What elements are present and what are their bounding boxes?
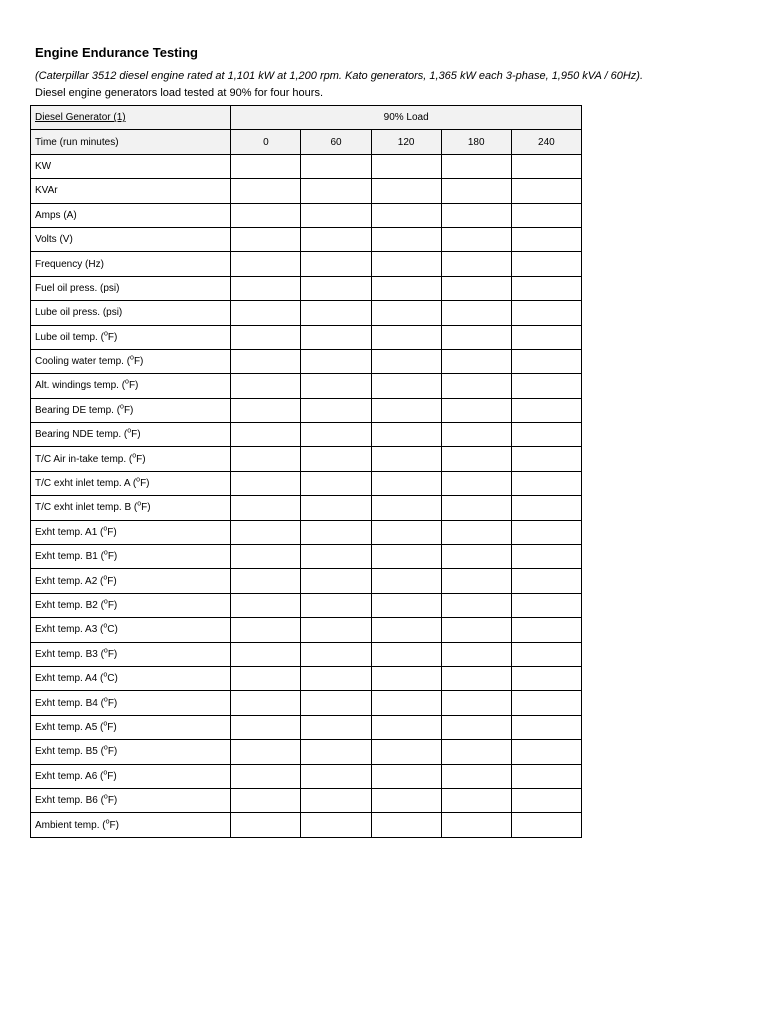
value-cell[interactable] xyxy=(301,349,371,373)
value-cell[interactable] xyxy=(441,642,511,666)
value-cell[interactable] xyxy=(441,471,511,495)
row-unit: F) xyxy=(107,770,117,782)
value-cell[interactable] xyxy=(441,666,511,690)
row-unit: F) xyxy=(107,600,118,611)
value-cell[interactable] xyxy=(371,301,441,325)
row-label-cell xyxy=(31,813,231,837)
row-label: Exht temp. A6 ( xyxy=(35,770,104,782)
value-cell[interactable] xyxy=(511,423,581,447)
row-unit: F) xyxy=(107,697,118,709)
value-cell[interactable] xyxy=(231,691,301,715)
value-cell[interactable] xyxy=(441,301,511,325)
row-label-cell xyxy=(31,496,231,520)
value-cell[interactable] xyxy=(231,666,301,690)
row-label: Exht temp. B2 ( xyxy=(35,600,104,611)
value-cell[interactable] xyxy=(371,691,441,715)
degree-symbol: o xyxy=(105,818,110,826)
value-cell[interactable] xyxy=(301,252,371,276)
value-cell[interactable] xyxy=(371,374,441,398)
degree-symbol: o xyxy=(103,623,108,631)
value-cell[interactable] xyxy=(441,691,511,715)
value-cell[interactable] xyxy=(231,471,301,495)
row-label: Volts (V) xyxy=(35,234,73,246)
value-cell[interactable] xyxy=(301,764,371,788)
degree-symbol: o xyxy=(103,696,108,704)
endurance-test-table xyxy=(30,105,582,838)
value-cell[interactable] xyxy=(371,593,441,617)
generator-label-cell xyxy=(31,106,231,130)
row-label: KVAr xyxy=(35,185,58,197)
value-cell[interactable] xyxy=(371,642,441,666)
value-cell[interactable] xyxy=(301,179,371,203)
value-cell[interactable] xyxy=(301,276,371,300)
value-cell[interactable] xyxy=(511,666,581,690)
value-cell[interactable] xyxy=(231,788,301,812)
row-label: Ambient temp. ( xyxy=(35,819,106,831)
degree-symbol: o xyxy=(103,793,108,801)
table-row xyxy=(31,203,582,227)
value-cell[interactable] xyxy=(231,374,301,398)
row-label-cell xyxy=(31,423,231,447)
row-unit: F) xyxy=(107,575,117,587)
row-label: Fuel oil press. (psi) xyxy=(35,282,120,294)
table-row xyxy=(31,740,582,764)
row-label: Exht temp. A3 ( xyxy=(35,624,104,636)
value-cell[interactable] xyxy=(511,276,581,300)
table-row xyxy=(31,496,582,520)
value-cell[interactable] xyxy=(301,715,371,739)
row-unit: F) xyxy=(107,721,117,733)
table-row xyxy=(31,154,582,178)
value-cell[interactable] xyxy=(301,788,371,812)
value-cell[interactable] xyxy=(511,154,581,178)
value-cell[interactable] xyxy=(301,374,371,398)
degree-symbol: o xyxy=(120,403,124,411)
row-label: Exht temp. B6 ( xyxy=(35,795,104,807)
value-cell[interactable] xyxy=(441,349,511,373)
value-cell[interactable] xyxy=(511,813,581,837)
row-label: Bearing DE temp. ( xyxy=(35,404,121,416)
table-row xyxy=(31,447,582,471)
degree-symbol: o xyxy=(132,452,137,460)
value-cell[interactable] xyxy=(301,545,371,569)
value-cell[interactable] xyxy=(371,423,441,447)
value-cell[interactable] xyxy=(301,423,371,447)
value-cell[interactable] xyxy=(371,520,441,544)
value-cell[interactable] xyxy=(371,203,441,227)
value-cell[interactable] xyxy=(231,276,301,300)
table-row xyxy=(31,666,582,690)
row-label-cell xyxy=(31,447,231,471)
value-cell[interactable] xyxy=(371,569,441,593)
value-cell[interactable] xyxy=(231,252,301,276)
row-label: Exht temp. A1 ( xyxy=(35,526,104,538)
value-cell[interactable] xyxy=(511,691,581,715)
value-cell[interactable] xyxy=(231,301,301,325)
time-column-header: 240 xyxy=(511,130,581,154)
value-cell[interactable] xyxy=(231,154,301,178)
row-label-cell xyxy=(31,788,231,812)
table-row xyxy=(31,569,582,593)
load-label: 90% Load xyxy=(231,106,582,130)
row-label: T/C Air in-take temp. ( xyxy=(35,453,133,465)
row-label: T/C exht inlet temp. A ( xyxy=(35,478,137,490)
row-label-cell xyxy=(31,374,231,398)
row-unit: F) xyxy=(136,453,146,465)
value-cell[interactable] xyxy=(441,545,511,569)
value-cell[interactable] xyxy=(441,569,511,593)
row-label: Exht temp. A5 ( xyxy=(35,721,104,733)
value-cell[interactable] xyxy=(371,276,441,300)
value-cell[interactable] xyxy=(441,447,511,471)
value-cell[interactable] xyxy=(441,423,511,447)
value-cell[interactable] xyxy=(301,227,371,251)
table-body xyxy=(31,106,582,838)
value-cell[interactable] xyxy=(301,593,371,617)
value-cell[interactable] xyxy=(441,179,511,203)
table-row xyxy=(31,593,582,617)
row-label: Bearing NDE temp. ( xyxy=(35,429,128,441)
value-cell[interactable] xyxy=(301,618,371,642)
value-cell[interactable] xyxy=(441,593,511,617)
value-cell[interactable] xyxy=(231,423,301,447)
value-cell[interactable] xyxy=(441,520,511,544)
row-label: Exht temp. A4 ( xyxy=(35,673,104,685)
row-label: Exht temp. B1 ( xyxy=(35,551,104,563)
row-label: Exht temp. B5 ( xyxy=(35,746,104,758)
value-cell[interactable] xyxy=(371,252,441,276)
table-row xyxy=(31,691,582,715)
value-cell[interactable] xyxy=(231,227,301,251)
table-row xyxy=(31,618,582,642)
degree-symbol: o xyxy=(103,525,108,533)
row-label-cell xyxy=(31,740,231,764)
table-row xyxy=(31,276,582,300)
degree-symbol: o xyxy=(103,330,108,338)
row-label: Lube oil press. (psi) xyxy=(35,307,123,319)
time-column-header: 120 xyxy=(371,130,441,154)
degree-symbol: o xyxy=(103,549,108,557)
value-cell[interactable] xyxy=(511,447,581,471)
value-cell[interactable] xyxy=(441,764,511,788)
value-cell[interactable] xyxy=(231,569,301,593)
value-cell[interactable] xyxy=(441,276,511,300)
row-label-cell xyxy=(31,642,231,666)
degree-symbol: o xyxy=(103,745,108,753)
value-cell[interactable] xyxy=(371,447,441,471)
degree-symbol: o xyxy=(103,574,108,582)
value-cell[interactable] xyxy=(511,545,581,569)
value-cell[interactable] xyxy=(371,618,441,642)
value-cell[interactable] xyxy=(511,179,581,203)
table-row xyxy=(31,349,582,373)
value-cell[interactable] xyxy=(231,593,301,617)
value-cell[interactable] xyxy=(371,715,441,739)
row-unit: F) xyxy=(109,819,119,831)
time-label: Time (run minutes) xyxy=(31,130,231,154)
value-cell[interactable] xyxy=(231,813,301,837)
table-row xyxy=(31,301,582,325)
value-cell[interactable] xyxy=(511,642,581,666)
value-cell[interactable] xyxy=(371,496,441,520)
row-label: Alt. windings temp. ( xyxy=(35,380,126,392)
row-label-cell xyxy=(31,618,231,642)
row-unit: F) xyxy=(140,478,150,490)
value-cell[interactable] xyxy=(441,252,511,276)
table-row xyxy=(31,423,582,447)
row-unit: F) xyxy=(128,380,139,392)
table-row xyxy=(31,764,582,788)
table-row xyxy=(31,642,582,666)
value-cell[interactable] xyxy=(511,252,581,276)
value-cell[interactable] xyxy=(301,642,371,666)
row-unit: F) xyxy=(107,746,118,758)
row-unit: F) xyxy=(123,404,134,416)
value-cell[interactable] xyxy=(301,691,371,715)
row-label-cell xyxy=(31,545,231,569)
table-row xyxy=(31,179,582,203)
degree-symbol: o xyxy=(137,501,142,509)
value-cell[interactable] xyxy=(301,496,371,520)
value-cell[interactable] xyxy=(301,301,371,325)
table-row xyxy=(31,788,582,812)
value-cell[interactable] xyxy=(441,715,511,739)
value-cell[interactable] xyxy=(371,349,441,373)
table-row xyxy=(31,520,582,544)
value-cell[interactable] xyxy=(511,764,581,788)
row-label-cell xyxy=(31,471,231,495)
value-cell[interactable] xyxy=(511,325,581,349)
value-cell[interactable] xyxy=(441,813,511,837)
value-cell[interactable] xyxy=(231,618,301,642)
value-cell[interactable] xyxy=(301,666,371,690)
header-row-load xyxy=(31,106,582,130)
value-cell[interactable] xyxy=(371,179,441,203)
generator-label: Diesel Generator (1) xyxy=(35,112,126,124)
degree-symbol: o xyxy=(125,379,129,387)
table-row xyxy=(31,398,582,422)
table-row xyxy=(31,252,582,276)
value-cell[interactable] xyxy=(441,154,511,178)
row-label-cell xyxy=(31,520,231,544)
row-unit: F) xyxy=(107,795,118,807)
value-cell[interactable] xyxy=(441,374,511,398)
degree-symbol: o xyxy=(127,427,132,435)
value-cell[interactable] xyxy=(371,545,441,569)
value-cell[interactable] xyxy=(511,349,581,373)
table-row xyxy=(31,715,582,739)
value-cell[interactable] xyxy=(511,227,581,251)
row-unit: F) xyxy=(107,648,118,660)
value-cell[interactable] xyxy=(231,740,301,764)
value-cell[interactable] xyxy=(231,349,301,373)
value-cell[interactable] xyxy=(511,593,581,617)
time-column-header: 180 xyxy=(441,130,511,154)
row-label-cell xyxy=(31,276,231,300)
table-row xyxy=(31,227,582,251)
table-row xyxy=(31,471,582,495)
value-cell[interactable] xyxy=(511,496,581,520)
table-row xyxy=(31,374,582,398)
value-cell[interactable] xyxy=(301,154,371,178)
degree-symbol: o xyxy=(130,354,134,362)
degree-symbol: o xyxy=(136,476,141,484)
row-label: KW xyxy=(35,160,52,172)
value-cell[interactable] xyxy=(511,740,581,764)
value-cell[interactable] xyxy=(231,203,301,227)
value-cell[interactable] xyxy=(231,715,301,739)
value-cell[interactable] xyxy=(441,496,511,520)
row-label: Lube oil temp. ( xyxy=(35,331,104,343)
row-label-cell xyxy=(31,349,231,373)
value-cell[interactable] xyxy=(371,471,441,495)
value-cell[interactable] xyxy=(441,740,511,764)
value-cell[interactable] xyxy=(301,520,371,544)
row-label-cell xyxy=(31,301,231,325)
value-cell[interactable] xyxy=(231,520,301,544)
row-unit: C) xyxy=(107,624,118,636)
degree-symbol: o xyxy=(103,720,108,728)
value-cell[interactable] xyxy=(231,764,301,788)
row-unit: F) xyxy=(107,551,118,563)
row-label: Exht temp. B3 ( xyxy=(35,648,104,660)
row-label-cell xyxy=(31,593,231,617)
value-cell[interactable] xyxy=(231,179,301,203)
row-label-cell xyxy=(31,569,231,593)
table-row xyxy=(31,325,582,349)
value-cell[interactable] xyxy=(441,398,511,422)
value-cell[interactable] xyxy=(301,813,371,837)
row-label-cell xyxy=(31,179,231,203)
row-label-cell xyxy=(31,325,231,349)
degree-symbol: o xyxy=(103,647,108,655)
row-label-cell xyxy=(31,398,231,422)
row-label: Amps (A) xyxy=(35,209,77,221)
row-unit: F) xyxy=(107,526,117,538)
value-cell[interactable] xyxy=(231,545,301,569)
row-label-cell xyxy=(31,154,231,178)
value-cell[interactable] xyxy=(301,325,371,349)
value-cell[interactable] xyxy=(441,203,511,227)
degree-symbol: o xyxy=(103,769,108,777)
value-cell[interactable] xyxy=(441,227,511,251)
row-label-cell xyxy=(31,203,231,227)
row-label: Exht temp. A2 ( xyxy=(35,575,104,587)
value-cell[interactable] xyxy=(511,715,581,739)
value-cell[interactable] xyxy=(301,569,371,593)
value-cell[interactable] xyxy=(371,666,441,690)
value-cell[interactable] xyxy=(371,788,441,812)
value-cell[interactable] xyxy=(441,325,511,349)
value-cell[interactable] xyxy=(301,398,371,422)
value-cell[interactable] xyxy=(371,154,441,178)
value-cell[interactable] xyxy=(511,398,581,422)
engine-description: (Caterpillar 3512 diesel engine rated at 1,101 kW at 1,200 rpm. Kato generators, 1,365 kW each 3-phase, 1,950 kVA / 60Hz). xyxy=(35,70,643,82)
header-row-time xyxy=(31,130,582,154)
value-cell[interactable] xyxy=(441,618,511,642)
row-unit: F) xyxy=(141,502,151,514)
value-cell[interactable] xyxy=(511,374,581,398)
row-label-cell xyxy=(31,227,231,251)
value-cell[interactable] xyxy=(371,740,441,764)
value-cell[interactable] xyxy=(371,764,441,788)
value-cell[interactable] xyxy=(371,398,441,422)
value-cell[interactable] xyxy=(231,325,301,349)
row-unit: F) xyxy=(107,331,118,343)
table-row xyxy=(31,813,582,837)
row-label-cell xyxy=(31,764,231,788)
row-label-cell xyxy=(31,691,231,715)
row-label: Frequency (Hz) xyxy=(35,258,104,270)
value-cell[interactable] xyxy=(231,398,301,422)
row-label-cell xyxy=(31,666,231,690)
row-unit: F) xyxy=(133,356,144,368)
value-cell[interactable] xyxy=(511,203,581,227)
value-cell[interactable] xyxy=(511,618,581,642)
row-label: T/C exht inlet temp. B ( xyxy=(35,502,138,514)
test-note: Diesel engine generators load tested at 90% for four hours. xyxy=(35,87,324,99)
value-cell[interactable] xyxy=(511,569,581,593)
time-column-header: 60 xyxy=(301,130,371,154)
row-label: Exht temp. B4 ( xyxy=(35,697,104,709)
row-unit: C) xyxy=(107,673,118,685)
time-column-header: 0 xyxy=(231,130,301,154)
page-title: Engine Endurance Testing xyxy=(35,45,199,60)
value-cell[interactable] xyxy=(231,496,301,520)
value-cell[interactable] xyxy=(371,813,441,837)
value-cell[interactable] xyxy=(511,520,581,544)
degree-symbol: o xyxy=(103,671,108,679)
value-cell[interactable] xyxy=(231,642,301,666)
value-cell[interactable] xyxy=(441,788,511,812)
value-cell[interactable] xyxy=(511,471,581,495)
value-cell[interactable] xyxy=(301,740,371,764)
value-cell[interactable] xyxy=(511,301,581,325)
value-cell[interactable] xyxy=(231,447,301,471)
value-cell[interactable] xyxy=(371,325,441,349)
value-cell[interactable] xyxy=(511,788,581,812)
table-row xyxy=(31,545,582,569)
value-cell[interactable] xyxy=(301,447,371,471)
degree-symbol: o xyxy=(103,598,108,606)
row-unit: F) xyxy=(131,429,141,441)
value-cell[interactable] xyxy=(371,227,441,251)
row-label: Cooling water temp. ( xyxy=(35,356,131,368)
row-label-cell xyxy=(31,252,231,276)
value-cell[interactable] xyxy=(301,471,371,495)
value-cell[interactable] xyxy=(301,203,371,227)
row-label-cell xyxy=(31,715,231,739)
